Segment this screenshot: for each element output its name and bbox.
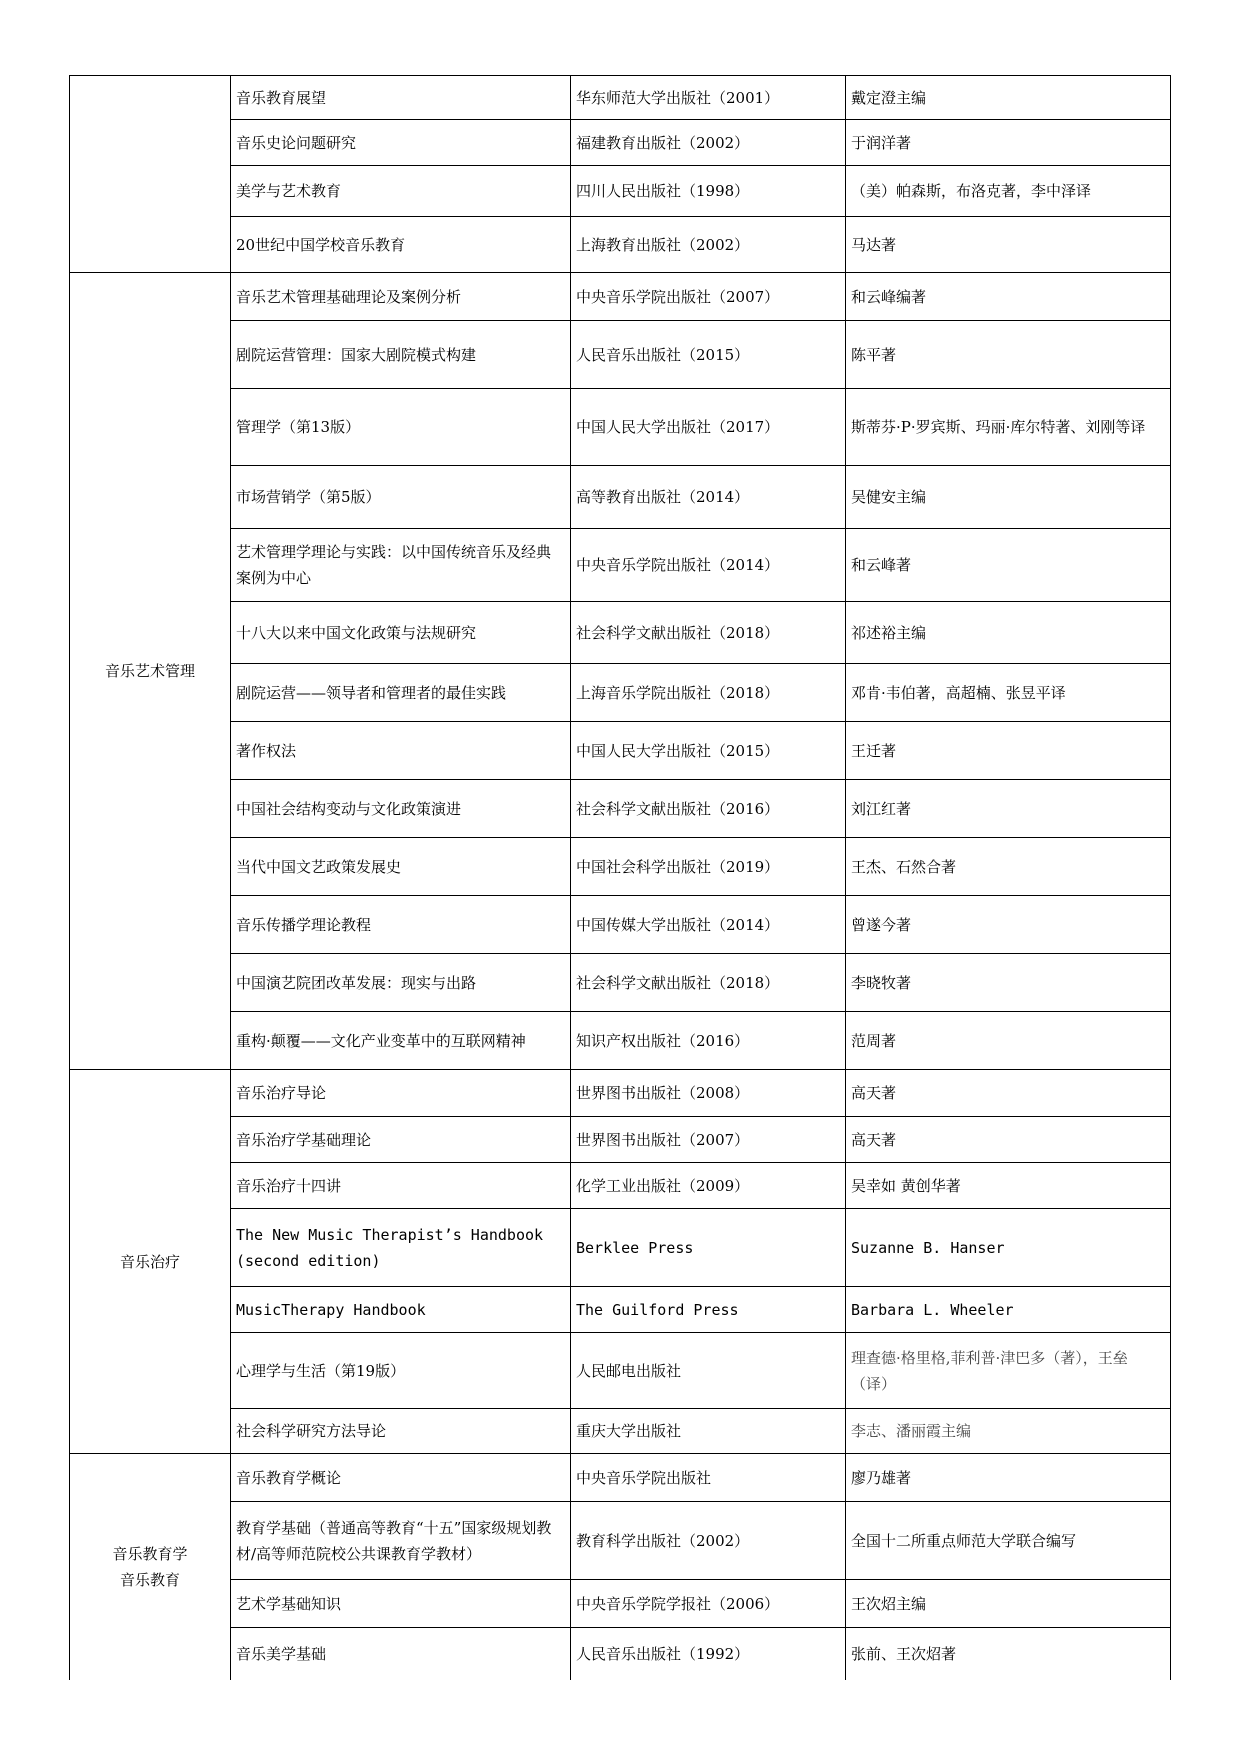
table-row bbox=[70, 1209, 1171, 1287]
table-row bbox=[70, 321, 1171, 389]
category-cell bbox=[70, 1070, 231, 1454]
category-label: 音乐教育 bbox=[119, 1570, 180, 1589]
category-label: 音乐教育学 bbox=[112, 1544, 188, 1563]
table-row bbox=[70, 217, 1171, 273]
table-row bbox=[70, 1628, 1171, 1680]
book-author: 王迁著 bbox=[846, 722, 1171, 780]
book-publisher: 人民音乐出版社（1992） bbox=[571, 1628, 846, 1680]
book-title: 艺术学基础知识 bbox=[231, 1580, 571, 1628]
book-publisher: 上海音乐学院出版社（2018） bbox=[571, 664, 846, 722]
category-cell bbox=[70, 1454, 231, 1680]
table-row bbox=[70, 954, 1171, 1012]
category-cell-empty bbox=[70, 76, 231, 273]
table-row bbox=[70, 1333, 1171, 1409]
book-publisher: 中央音乐学院学报社（2006） bbox=[571, 1580, 846, 1628]
book-author: 吴健安主编 bbox=[846, 466, 1171, 529]
book-title: 美学与艺术教育 bbox=[231, 166, 571, 217]
book-publisher: 上海教育出版社（2002） bbox=[571, 217, 846, 273]
book-author: （美）帕森斯，布洛克著，李中泽译 bbox=[846, 166, 1171, 217]
book-author: 陈平著 bbox=[846, 321, 1171, 389]
table-row bbox=[70, 529, 1171, 602]
book-author: 斯蒂芬·P·罗宾斯、玛丽·库尔特著、刘刚等译 bbox=[846, 389, 1171, 466]
book-author: 张前、王次炤著 bbox=[846, 1628, 1171, 1680]
book-title: 20世纪中国学校音乐教育 bbox=[231, 217, 571, 273]
book-publisher: 化学工业出版社（2009） bbox=[571, 1163, 846, 1209]
book-author: 理查德·格里格,菲利普·津巴多（著），王垒（译） bbox=[846, 1333, 1171, 1409]
book-title: 中国演艺院团改革发展：现实与出路 bbox=[231, 954, 571, 1012]
book-title: 市场营销学（第5版） bbox=[231, 466, 571, 529]
book-publisher: 中国社会科学出版社（2019） bbox=[571, 838, 846, 896]
book-author: 祁述裕主编 bbox=[846, 602, 1171, 664]
book-publisher: 福建教育出版社（2002） bbox=[571, 120, 846, 166]
book-title: 音乐美学基础 bbox=[231, 1628, 571, 1680]
table-row bbox=[70, 466, 1171, 529]
book-author: 戴定澄主编 bbox=[846, 76, 1171, 120]
book-title: 音乐传播学理论教程 bbox=[231, 896, 571, 954]
book-title: 中国社会结构变动与文化政策演进 bbox=[231, 780, 571, 838]
book-publisher: 教育科学出版社（2002） bbox=[571, 1502, 846, 1580]
table-row bbox=[70, 389, 1171, 466]
book-author: 廖乃雄著 bbox=[846, 1454, 1171, 1502]
book-title: 音乐史论问题研究 bbox=[231, 120, 571, 166]
book-author: 高天著 bbox=[846, 1070, 1171, 1117]
book-title: 重构·颠覆——文化产业变革中的互联网精神 bbox=[231, 1012, 571, 1070]
category-label: 音乐治疗 bbox=[119, 1252, 180, 1271]
book-title: 音乐教育学概论 bbox=[231, 1454, 571, 1502]
table-row bbox=[70, 1454, 1171, 1502]
book-publisher: 高等教育出版社（2014） bbox=[571, 466, 846, 529]
book-title: 十八大以来中国文化政策与法规研究 bbox=[231, 602, 571, 664]
book-title: The New Music Therapist’s Handbook (second edition) bbox=[231, 1209, 571, 1287]
book-publisher: Berklee Press bbox=[571, 1209, 846, 1287]
book-title: 音乐治疗导论 bbox=[231, 1070, 571, 1117]
table-row bbox=[70, 1070, 1171, 1117]
book-author: 曾遂今著 bbox=[846, 896, 1171, 954]
table-row bbox=[70, 780, 1171, 838]
table-row bbox=[70, 166, 1171, 217]
book-publisher: 重庆大学出版社 bbox=[571, 1409, 846, 1454]
book-publisher: 中国人民大学出版社（2015） bbox=[571, 722, 846, 780]
table-row bbox=[70, 273, 1171, 321]
book-publisher: 知识产权出版社（2016） bbox=[571, 1012, 846, 1070]
table-row bbox=[70, 602, 1171, 664]
table-row bbox=[70, 1012, 1171, 1070]
book-author: 王次炤主编 bbox=[846, 1580, 1171, 1628]
table-row bbox=[70, 1502, 1171, 1580]
book-author: 邓肯·韦伯著，高超楠、张昱平译 bbox=[846, 664, 1171, 722]
book-title: 管理学（第13版） bbox=[231, 389, 571, 466]
table-row bbox=[70, 1287, 1171, 1333]
book-publisher: 中国人民大学出版社（2017） bbox=[571, 389, 846, 466]
book-publisher: 中央音乐学院出版社（2014） bbox=[571, 529, 846, 602]
book-author: 高天著 bbox=[846, 1117, 1171, 1163]
book-publisher: The Guilford Press bbox=[571, 1287, 846, 1333]
book-publisher: 世界图书出版社（2007） bbox=[571, 1117, 846, 1163]
book-title: 剧院运营——领导者和管理者的最佳实践 bbox=[231, 664, 571, 722]
table-row bbox=[70, 664, 1171, 722]
book-author: 和云峰编著 bbox=[846, 273, 1171, 321]
book-title: 艺术管理学理论与实践：以中国传统音乐及经典案例为中心 bbox=[231, 529, 571, 602]
book-author: 和云峰著 bbox=[846, 529, 1171, 602]
book-author: Suzanne B. Hanser bbox=[846, 1209, 1171, 1287]
book-title: 剧院运营管理：国家大剧院模式构建 bbox=[231, 321, 571, 389]
table-row bbox=[70, 1580, 1171, 1628]
book-publisher: 中国传媒大学出版社（2014） bbox=[571, 896, 846, 954]
table-row bbox=[70, 722, 1171, 780]
book-publisher: 中央音乐学院出版社（2007） bbox=[571, 273, 846, 321]
book-author: 范周著 bbox=[846, 1012, 1171, 1070]
book-author: Barbara L. Wheeler bbox=[846, 1287, 1171, 1333]
book-publisher: 四川人民出版社（1998） bbox=[571, 166, 846, 217]
book-author: 马达著 bbox=[846, 217, 1171, 273]
book-title: 著作权法 bbox=[231, 722, 571, 780]
book-title: 音乐教育展望 bbox=[231, 76, 571, 120]
category-label: 音乐艺术管理 bbox=[104, 662, 195, 680]
book-publisher: 人民音乐出版社（2015） bbox=[571, 321, 846, 389]
book-publisher: 社会科学文献出版社（2018） bbox=[571, 602, 846, 664]
book-author: 李晓牧著 bbox=[846, 954, 1171, 1012]
book-title: 音乐治疗十四讲 bbox=[231, 1163, 571, 1209]
book-author: 全国十二所重点师范大学联合编写 bbox=[846, 1502, 1171, 1580]
table-row bbox=[70, 1163, 1171, 1209]
book-title: MusicTherapy Handbook bbox=[231, 1287, 571, 1333]
table-row bbox=[70, 120, 1171, 166]
book-publisher: 华东师范大学出版社（2001） bbox=[571, 76, 846, 120]
book-title: 社会科学研究方法导论 bbox=[231, 1409, 571, 1454]
table-row bbox=[70, 838, 1171, 896]
book-publisher: 世界图书出版社（2008） bbox=[571, 1070, 846, 1117]
book-title: 当代中国文艺政策发展史 bbox=[231, 838, 571, 896]
book-title: 教育学基础（普通高等教育“十五”国家级规划教材/高等师范院校公共课教育学教材） bbox=[231, 1502, 571, 1580]
book-publisher: 社会科学文献出版社（2018） bbox=[571, 954, 846, 1012]
category-cell bbox=[70, 273, 231, 1070]
book-author: 于润洋著 bbox=[846, 120, 1171, 166]
book-title: 心理学与生活（第19版） bbox=[231, 1333, 571, 1409]
table-row bbox=[70, 1117, 1171, 1163]
table-row bbox=[70, 896, 1171, 954]
book-title: 音乐艺术管理基础理论及案例分析 bbox=[231, 273, 571, 321]
book-publisher: 人民邮电出版社 bbox=[571, 1333, 846, 1409]
book-publisher: 中央音乐学院出版社 bbox=[571, 1454, 846, 1502]
book-publisher: 社会科学文献出版社（2016） bbox=[571, 780, 846, 838]
book-author: 刘江红著 bbox=[846, 780, 1171, 838]
book-author: 李志、潘丽霞主编 bbox=[846, 1409, 1171, 1454]
book-author: 王杰、石然合著 bbox=[846, 838, 1171, 896]
book-title: 音乐治疗学基础理论 bbox=[231, 1117, 571, 1163]
book-author: 吴幸如 黄创华著 bbox=[846, 1163, 1171, 1209]
table-row bbox=[70, 1409, 1171, 1454]
book-list-table bbox=[69, 75, 1171, 1680]
table-row bbox=[70, 76, 1171, 120]
